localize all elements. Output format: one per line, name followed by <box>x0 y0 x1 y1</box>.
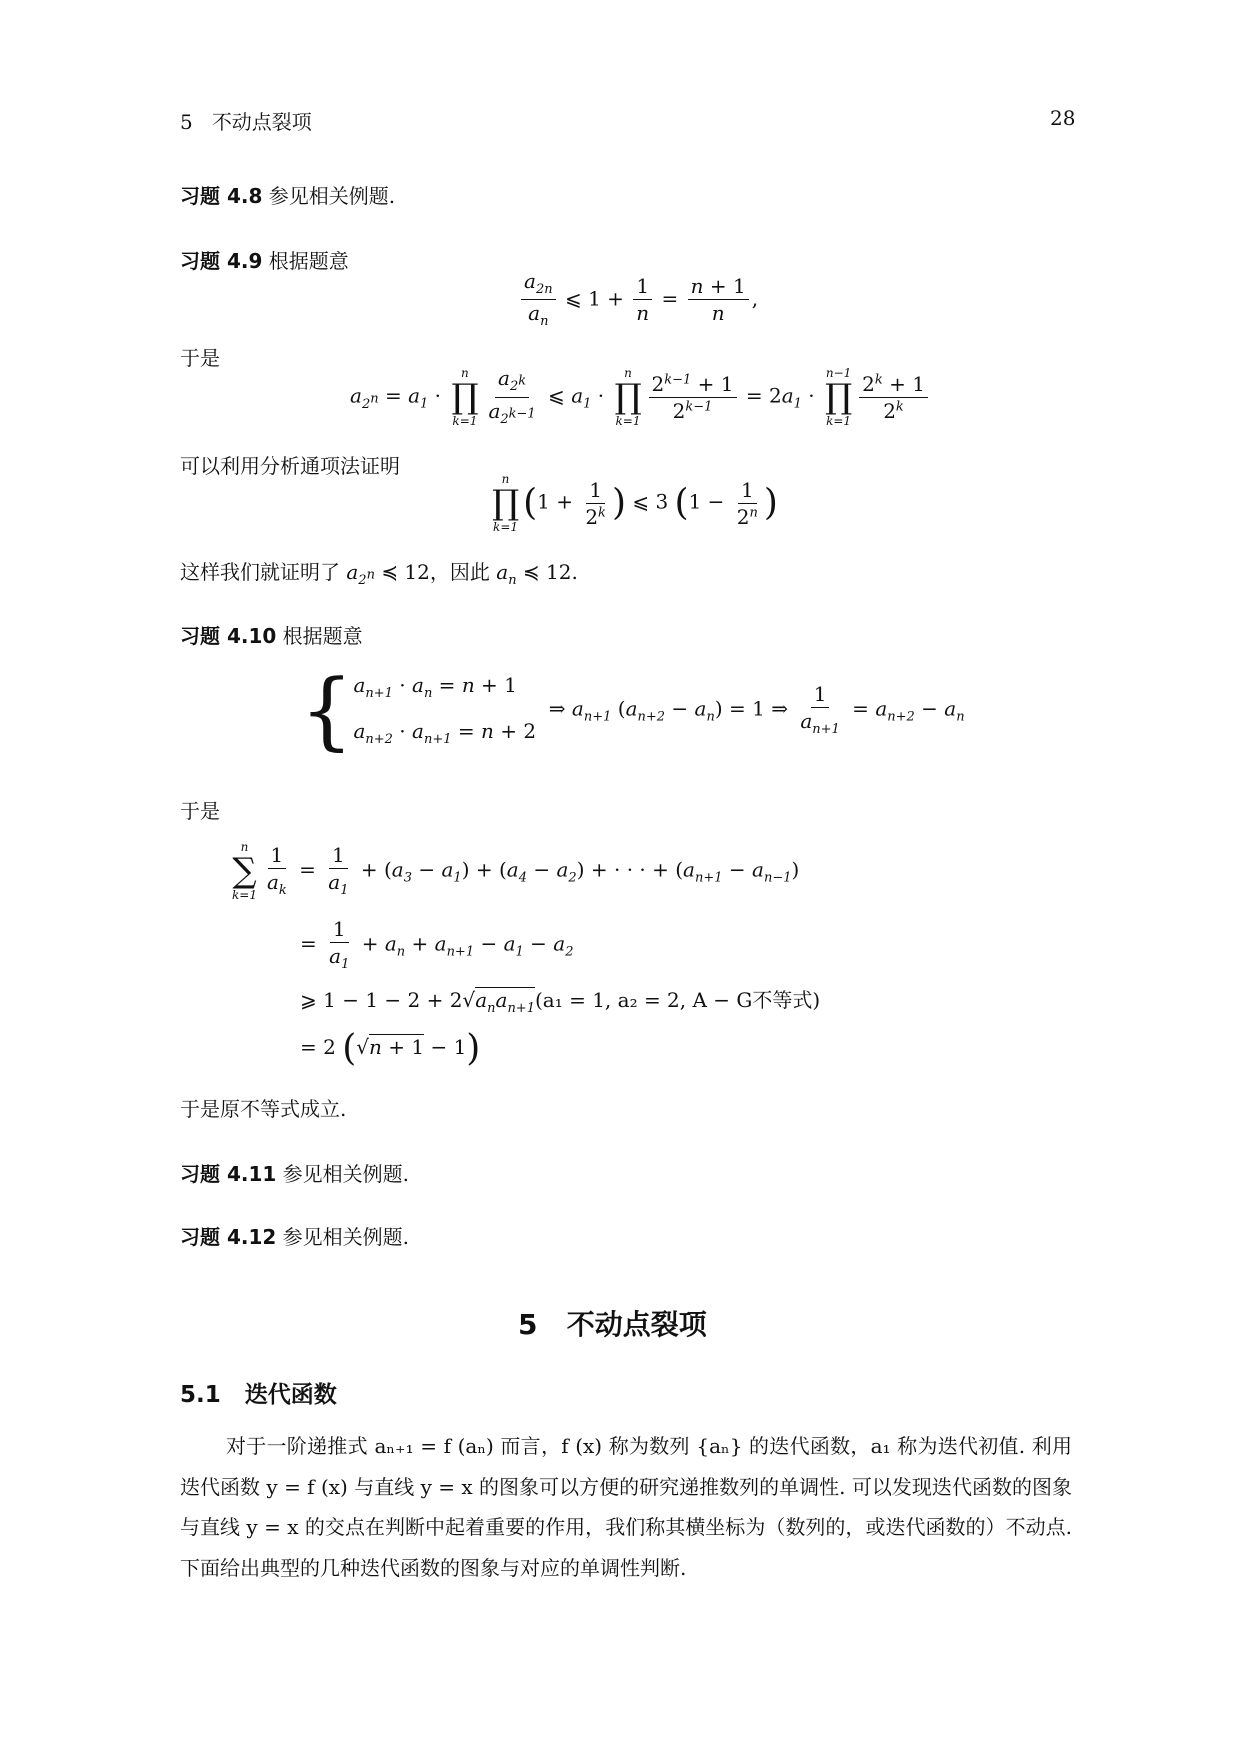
section-heading <box>518 1303 707 1343</box>
exercise-label: 习题 4.11 <box>180 1162 277 1186</box>
running-header <box>180 106 312 135</box>
page-number: 28 <box>1050 106 1076 130</box>
header-chapter: 5 <box>180 110 193 134</box>
exercise-4-8 <box>180 180 395 209</box>
conclusion-text: ≼ 12. <box>522 560 578 584</box>
exercise-text: 根据题意 <box>268 249 349 273</box>
conclusion-text: 这样我们就证明了 <box>180 560 340 584</box>
exercise-text: 参见相关例题. <box>268 184 396 208</box>
conclusion-text: ≼ 12，因此 <box>381 560 490 584</box>
exercise-4-11 <box>180 1158 409 1187</box>
exercise-label: 习题 4.12 <box>180 1225 277 1249</box>
exercise-label: 习题 4.10 <box>180 624 277 648</box>
equation-bound: n ∏ k=1(1 + $\frac{1}{2^k}$ ) ⩽ 3 (1 − $\frac{1}{2^n}$ ) <box>492 472 778 534</box>
exercise-4-9 <box>180 245 349 274</box>
header-title: 不动点裂项 <box>211 110 312 134</box>
equation-sum-line3: ⩾ $1 - 1 - 2 + 2√a_na_{n+1}(a_1 = 1$, a₂ = 2, A − G不等式) <box>300 988 821 1016</box>
exercise-text: 根据题意 <box>282 624 363 648</box>
exercise-label: 习题 4.8 <box>180 184 263 208</box>
equation-sum-line2: = $\frac{1}{a_1}$ + $a_n + a_{n+1} - a_1 - a_2$ <box>300 917 574 972</box>
section-number: 5 <box>518 1308 538 1341</box>
conclusion-4-9: 这样我们就证明了 $a_{2^n}$ ≼ 12，因此 $a_n$ ≼ 12. <box>180 560 578 588</box>
section-title: 不动点裂项 <box>566 1308 707 1341</box>
condition-text: (a₁ = 1, a₂ = 2, A − G不等式) <box>534 988 821 1012</box>
exercise-text: 参见相关例题. <box>282 1225 410 1249</box>
then-text: 于是 <box>180 799 220 823</box>
body-paragraph: 对于一阶递推式 aₙ₊₁ = f (aₙ) 而言，f (x) 称为数列 {aₙ} 的迭代函数，a₁ 称为迭代初值. 利用迭代函数 y = f (x) 与直线 y = x 的图象可以方便的研究递推数列的单调性. 可以发现迭代函数的图象与直线 y = x 的交点在判断中起着重要的作用，我们称其横坐标为（数列的，或迭代函数的）不动点. 下面给出典型的几种迭代函数的图象与对应的单调性判断. <box>180 1434 1072 1580</box>
exercise-4-12 <box>180 1221 409 1250</box>
equation-sum-line1: n ∑ k=1 $\frac{1}{a_k}$ = $\frac{1}{a_1}$ + $(a_3 - a_1) + (a_4 - a_2)$ + · · · + $(a_{n+1} - a_{n-1})$ <box>232 840 800 902</box>
subsection-title: 迭代函数 <box>244 1382 337 1408</box>
note-text: 可以利用分析通项法证明 <box>180 454 400 478</box>
equation-ratio: $\frac{a_{2n}}{a_n}$ ⩽ 1 + $\frac{1}{n}$ = $\frac{n + 1}{n}$ , <box>518 270 758 330</box>
equation-sum-line4: = 2 (√n + 1 − 1) <box>300 1028 481 1069</box>
equation-system: { $a_{n+1} \cdot a_n = n + 1$ $a_{n+2} \cdot a_{n+1} = n + 2$ ⇒ $a_{n+1}$ $(a_{n+2} - a_n) = 1$ ⇒ $\frac{1}{a_{n+1}}$ = $a_{n+2} - a_n$ <box>300 661 965 759</box>
then-text: 于是 <box>180 346 220 370</box>
conclusion-4-10: 于是原不等式成立. <box>180 1097 347 1121</box>
exercise-text: 参见相关例题. <box>282 1162 410 1186</box>
exercise-label: 习题 4.9 <box>180 249 263 273</box>
subsection-heading <box>180 1376 337 1409</box>
equation-product: $a_{2^n} = a_1 \cdot n$ ∏ k=1 $\frac{a_{2^k}}{a_{2^{k-1}}}$ ⩽ $a_1 \cdot n$ ∏ k=1 $\frac{2^{k-1} + 1}{2^{k-1}}$ = $2a_1 \cdot n-1$ ∏ k=1 $\frac{2^k + 1}{2^k}$ <box>350 366 931 428</box>
exercise-4-10 <box>180 620 363 649</box>
subsection-number: 5.1 <box>180 1382 221 1408</box>
